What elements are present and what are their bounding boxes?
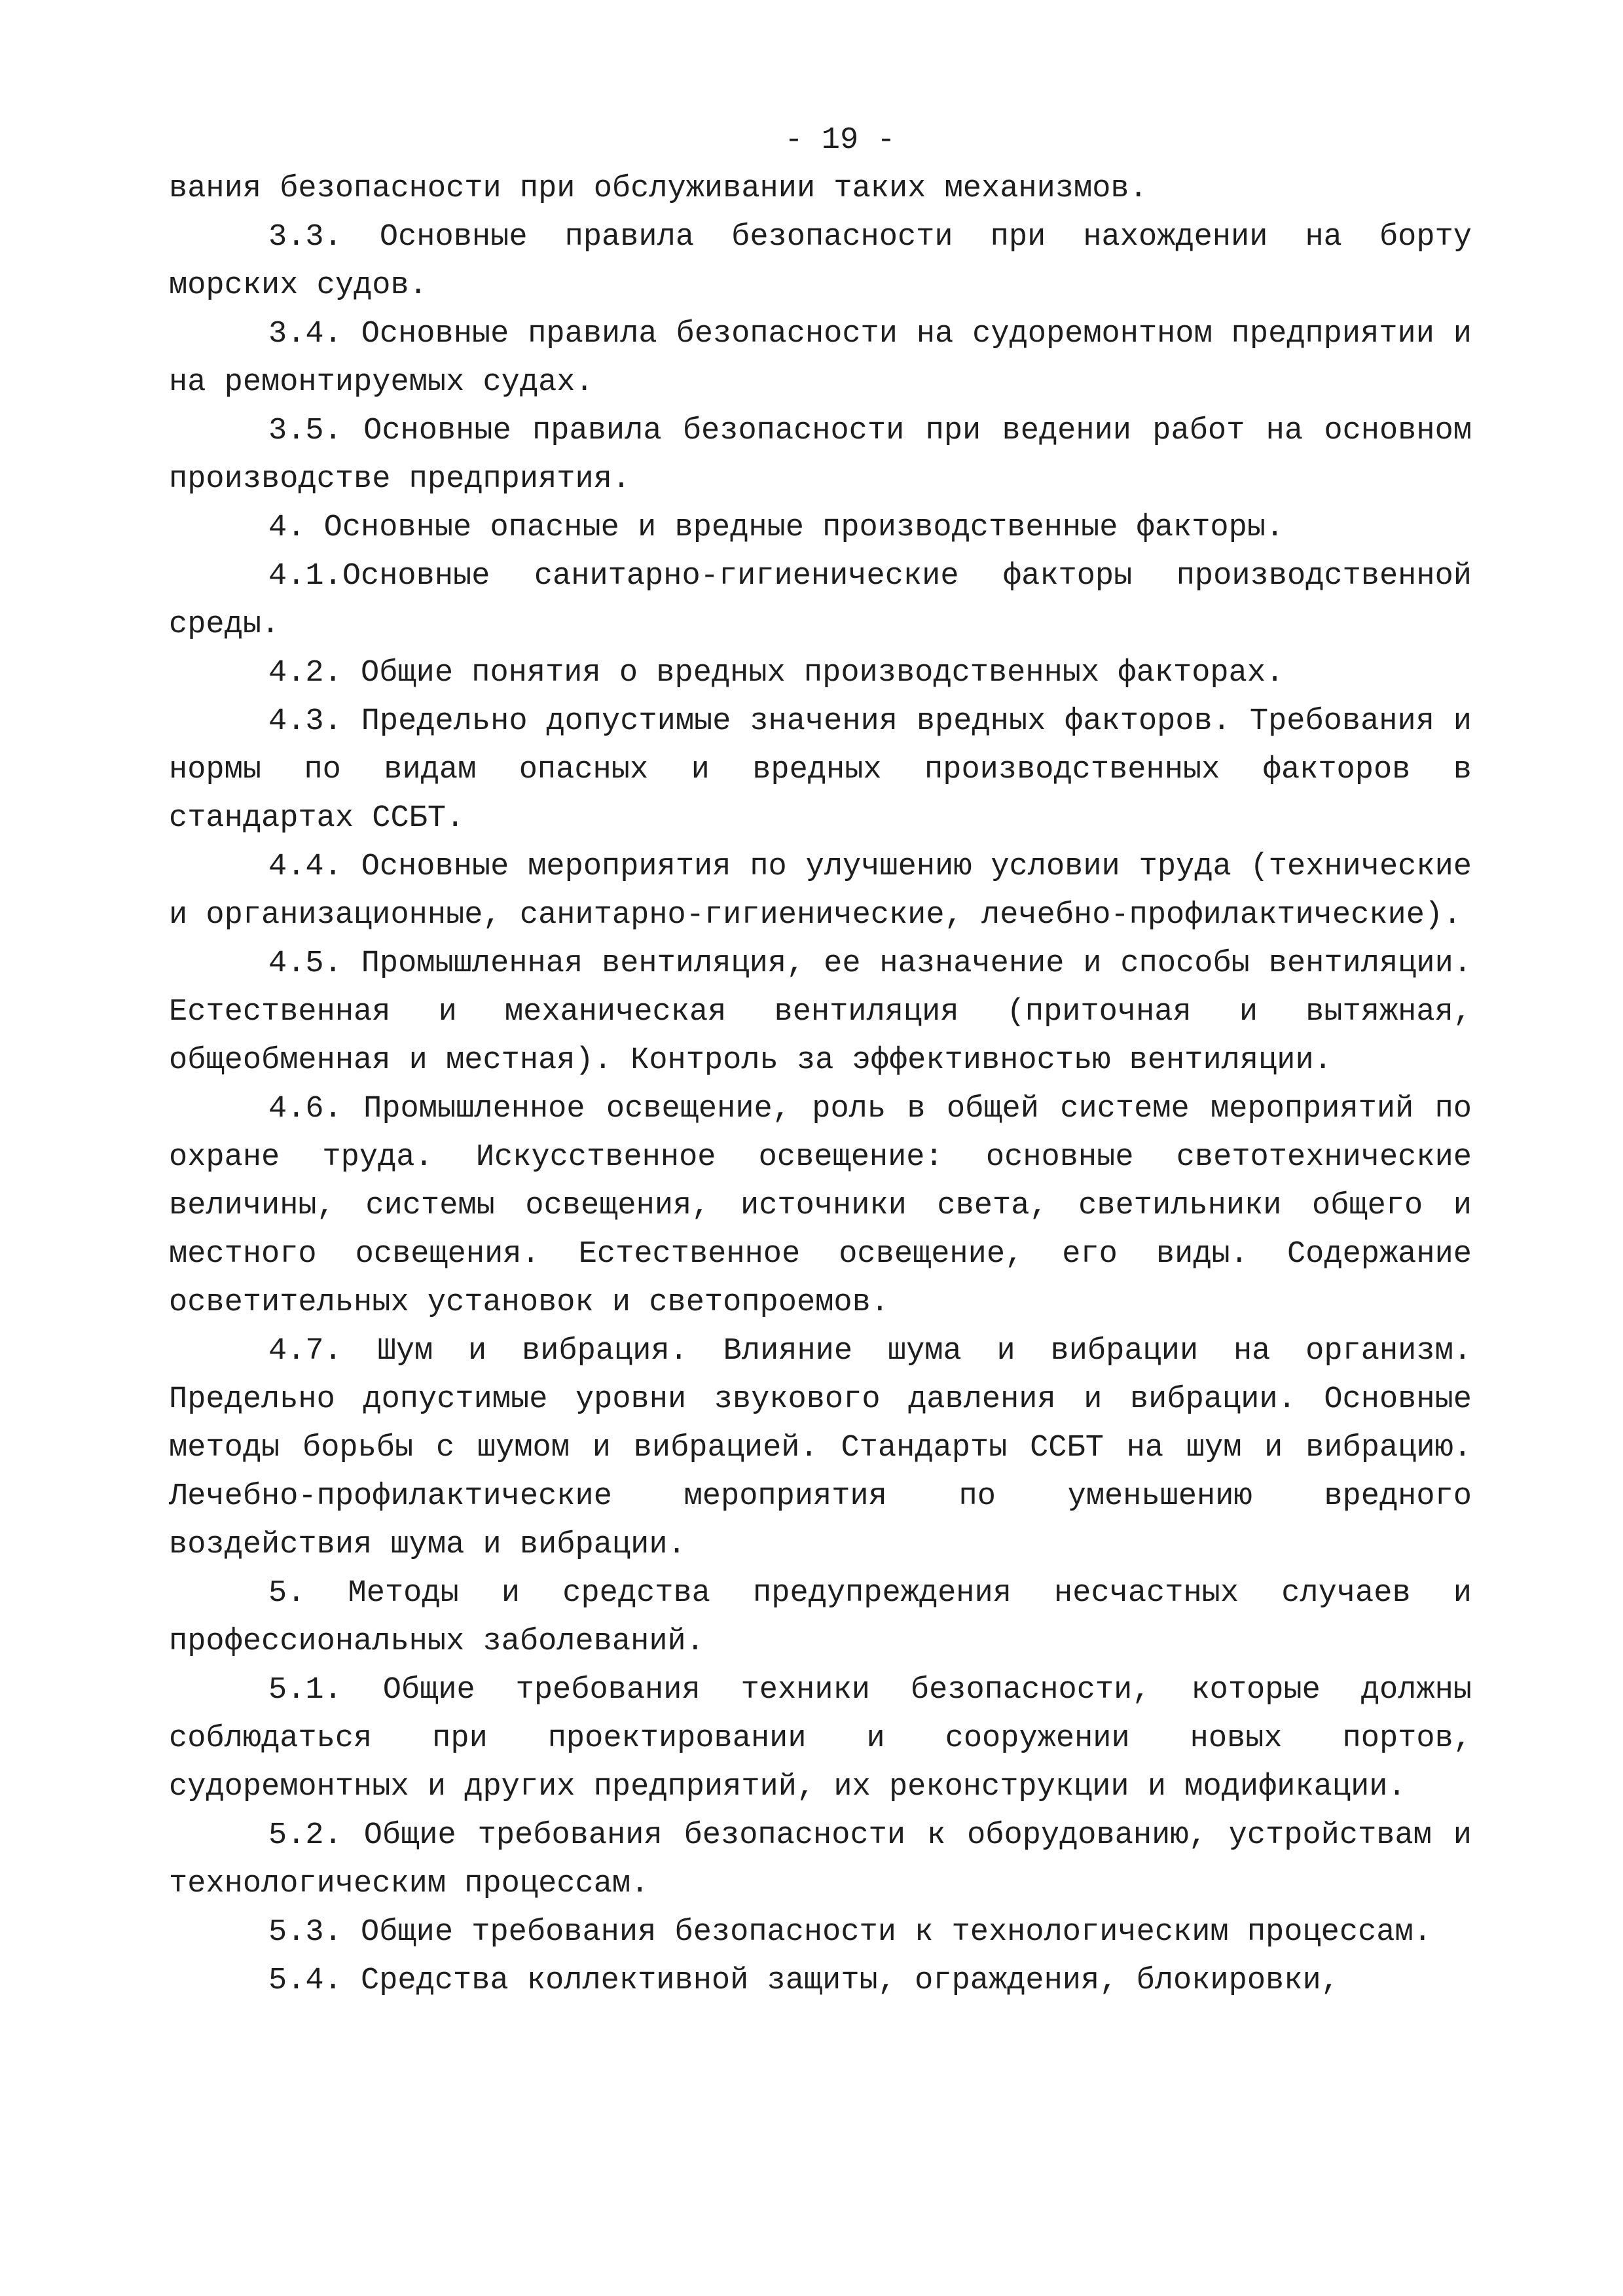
paragraph-4-7: 4.7. Шум и вибрация. Влияние шума и вибрации на организм. Предельно допустимые уровни звукового давления и вибрации. Основные методы борьбы с шумом и вибрацией. Стандарты ССБТ на шум и вибрацию. Лечебно-профилактические мероприятия по уменьшению вредного воздействия шума и вибрации. [169, 1334, 1472, 1562]
paragraph-5-3: 5.3. Общие требования безопасности к технологическим процессам. [268, 1915, 1432, 1950]
paragraph-4-6: 4.6. Промышленное освещение, роль в общей системе мероприятий по охране труда. Искусственное освещение: основные светотехнические величины, системы освещения, источники света, светильники общего и местного освещения. Естественное освещение, его виды. Содержание осветительных установок и светопроемов. [169, 1092, 1472, 1320]
paragraph-5: 5. Методы и средства предупреждения несчастных случаев и профессиональных заболеваний. [169, 1576, 1472, 1659]
paragraph-3-4: 3.4. Основные правила безопасности на судоремонтном предприятии и на ремонтируемых судах. [169, 317, 1472, 400]
page-number: - 19 - [784, 123, 896, 158]
paragraph-5-2: 5.2. Общие требования безопасности к оборудованию, устройствам и технологическим процессам. [169, 1818, 1472, 1901]
paragraph-4-2: 4.2. Общие понятия о вредных производственных факторах. [268, 656, 1285, 691]
paragraph-4-1: 4.1.Основные санитарно-гигиенические факторы производственной среды. [169, 559, 1472, 642]
paragraph-4: 4. Основные опасные и вредные производственные факторы. [268, 511, 1285, 545]
paragraph-5-1: 5.1. Общие требования техники безопасности, которые должны соблюдаться при проектировании и сооружении новых портов, судоремонтных и других предприятий, их реконструкции и модификации. [169, 1673, 1472, 1804]
document-page [169, 117, 1472, 2005]
paragraph-5-4: 5.4. Средства коллективной защиты, ограждения, блокировки, [268, 1964, 1340, 1998]
paragraph-3-5: 3.5. Основные правила безопасности при ведении работ на основном производстве предприятия. [169, 414, 1472, 497]
paragraph-4-4: 4.4. Основные мероприятия по улучшению условии труда (технические и организационные, санитарно-гигиенические, лечебно-профилактические). [169, 850, 1472, 933]
paragraph-4-3: 4.3. Предельно допустимые значения вредных факторов. Требования и нормы по видам опасных и вредных производственных факторов в стандартах ССБТ. [169, 704, 1472, 836]
paragraph-continuation: вания безопасности при обслуживании таких механизмов. [169, 171, 1148, 206]
paragraph-4-5: 4.5. Промышленная вентиляция, ее назначение и способы вентиляции. Естественная и механическая вентиляция (приточная и вытяжная, общеобменная и местная). Контроль за эффективностью вентиляции. [169, 946, 1472, 1078]
paragraph-3-3: 3.3. Основные правила безопасности при нахождении на борту морских судов. [169, 220, 1472, 303]
